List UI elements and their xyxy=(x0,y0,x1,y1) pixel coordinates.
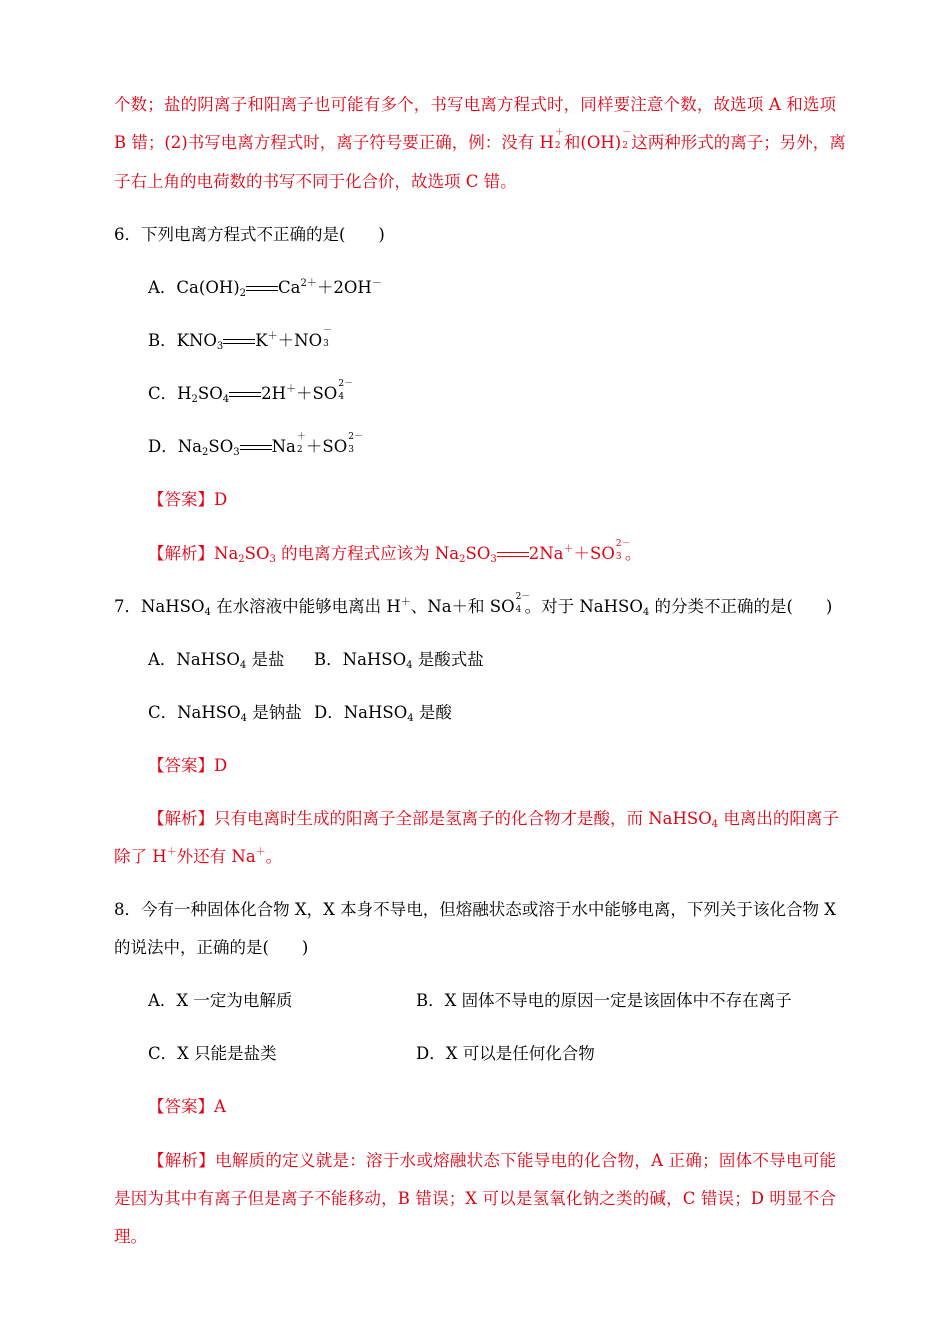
q6-explanation: 【解析】$Na_2SO_3$ 的电离方程式应该为 $Na_2SO_3$ 2Na＋＋SO 2－ 3 。 xyxy=(148,539,642,565)
q6-option-a: A．$Ca(OH)_2$ $Ca^{2+}+2OH^-$ xyxy=(148,278,382,299)
q7-option-b: B．NaHSO$_4$ 是酸式盐 xyxy=(314,650,484,671)
q7-answer: 【答案】D xyxy=(148,756,228,775)
q6-stem: 6．下列电离方程式不正确的是( ) xyxy=(114,225,385,244)
prev-explanation-line1: 个数；盐的阴离子和阳离子也可能有多个，书写电离方程式时，同样要注意个数，故选项 A 和选项 xyxy=(114,95,836,114)
prev-explanation-line2: B 错；(2)书写电离方程式时，离子符号要正确，例：没有 H ＋ 2 和(OH) － 2 这两种形式的离子；另外，离 xyxy=(114,128,846,152)
q8-stem-line1: 8．今有一种固体化合物 X，X 本身不导电，但熔融状态或溶于水中能够电离，下列关于该化合物 X xyxy=(114,900,836,919)
prev-explanation-line3: 子右上角的电荷数的书写不同于化合价，故选项 C 错。 xyxy=(114,172,517,191)
q8-explanation-line2: 是因为其中有离子但是离子不能移动，B 错误；X 可以是氢氧化钠之类的碱，C 错误；D 明显不合 xyxy=(114,1189,836,1208)
q6-option-c: C．$H_2SO_4$ 2H＋＋SO 2－ 4 xyxy=(148,379,354,405)
q8-option-d: D．X 可以是任何化合物 xyxy=(416,1044,595,1063)
q7-explanation-line1: 【解析】只有电离时生成的阳离子全部是氢离子的化合物才是酸，而 NaHSO$_4$ 电离出的阳离子 xyxy=(148,809,839,830)
q7-stem: 7．NaHSO$_4$ 在水溶液中能够电离出 H＋、Na＋和 SO 2－ 4 。对于 NaHSO$_4$ 的分类不正确的是( ) xyxy=(114,592,833,618)
q8-stem-line2: 的说法中，正确的是( ) xyxy=(114,938,309,957)
q7-option-d: D．NaHSO$_4$ 是酸 xyxy=(314,703,452,724)
q8-option-a: A．X 一定为电解质 xyxy=(148,991,293,1010)
q6-option-b: B．$KNO_3$ K＋＋NO － 3 xyxy=(148,326,333,352)
q8-explanation-line1: 【解析】电解质的定义就是：溶于水或熔融状态下能导电的化合物，A 正确；固体不导电可能 xyxy=(148,1151,836,1170)
q8-explanation-line3: 理。 xyxy=(114,1227,147,1246)
q8-option-b: B．X 固体不导电的原因一定是该固体中不存在离子 xyxy=(416,991,792,1010)
q7-explanation-line2: 除了 H＋外还有 Na＋。 xyxy=(114,847,283,866)
q7-option-a: A．NaHSO$_4$ 是盐 xyxy=(148,650,285,671)
q6-option-d: D．$Na_2SO_3$ Na ＋ 2 ＋SO 2－ 3 xyxy=(148,432,363,458)
q6-answer: 【答案】D xyxy=(148,490,228,509)
q7-option-c: C．NaHSO$_4$ 是钠盐 xyxy=(148,703,302,724)
q8-answer: 【答案】A xyxy=(148,1097,226,1116)
q8-option-c: C．X 只能是盐类 xyxy=(148,1044,277,1063)
